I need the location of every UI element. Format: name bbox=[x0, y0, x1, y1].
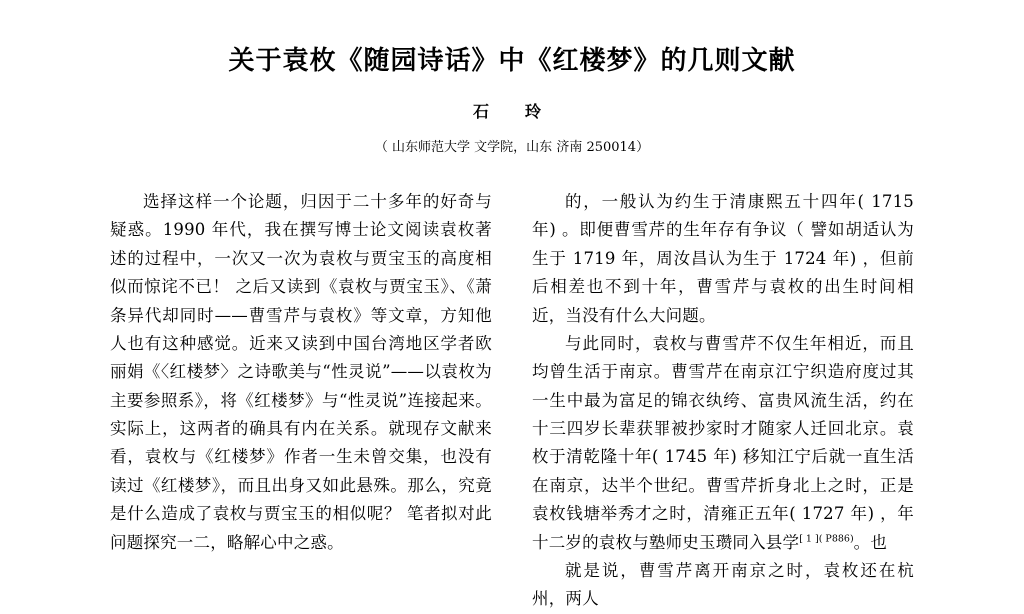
paragraph: 的，一般认为约生于清康熙五十四年( 1715 年) 。即便曹雪芹的生年存有争议（ 譬如胡适认为生于 1719 年，周汝昌认为生于 1724 年) ，但前后相差也不到十年，曹雪芹与袁枚的出生时间相近，当没有什么大问题。 bbox=[532, 192, 914, 325]
paper-page bbox=[0, 40, 1024, 609]
paragraph: 就是说，曹雪芹离开南京之时，袁枚还在杭州，两人 bbox=[532, 560, 914, 609]
paragraph-text-tail: 。也 bbox=[853, 532, 888, 552]
paragraph bbox=[532, 330, 914, 557]
right-column bbox=[532, 188, 914, 614]
paragraph: 选择这样一个论题，归因于二十多年的好奇与疑惑。1990 年代，我在撰写博士论文阅读袁枚著述的过程中，一次又一次为袁枚与贾宝玉的高度相似而惊诧不已！ 之后又读到《袁枚与贾宝玉》、《萧条异代却同时——曹雪芹与袁枚》等文章，方知他人也有这种感觉。近来又读到中国台湾地区学者欧丽娟《〈红楼梦〉之诗歌美与“性灵说”——以袁枚为主要参照系》，将《红楼梦》与“性灵说”连接起来。实际上，这两者的确具有内在关系。就现存文献来看，袁枚与《红楼梦》作者一生未曾交集，也没有读过《红楼梦》，而且出身又如此悬殊。那么，究竟是什么造成了袁枚与贾宝玉的相似呢？ 笔者拟对此问题探究一二，略解心中之惑。 bbox=[110, 192, 492, 552]
paragraph-text: 与此同时，袁枚与曹雪芹不仅生年相近，而且均曾生活于南京。曹雪芹在南京江宁织造府度过其一生中最为富足的锦衣纨绔、富贵风流生活，约在十三四岁长辈获罪被抄家时才随家人迁回北京。袁枚于清乾隆十年( 1745 年) 移知江宁后就一直生活在南京，达半个世纪。曹雪芹折身北上之时，正是袁枚钱塘举秀才之时，清雍正五年( 1727 年) ，年十二岁的袁枚与塾师史玉瓒同入县学 bbox=[532, 333, 914, 552]
footnote-reference[interactable]: [ 1 ]( P886) bbox=[799, 533, 854, 544]
page-title: 关于袁枚《随园诗话》中《红楼梦》的几则文献 bbox=[228, 46, 796, 76]
author-name: 石 玲 bbox=[472, 102, 551, 121]
left-column bbox=[110, 188, 492, 614]
author-affiliation: （ 山东师范大学 文学院，山东 济南 250014） bbox=[374, 140, 650, 155]
body-columns bbox=[0, 188, 1024, 614]
